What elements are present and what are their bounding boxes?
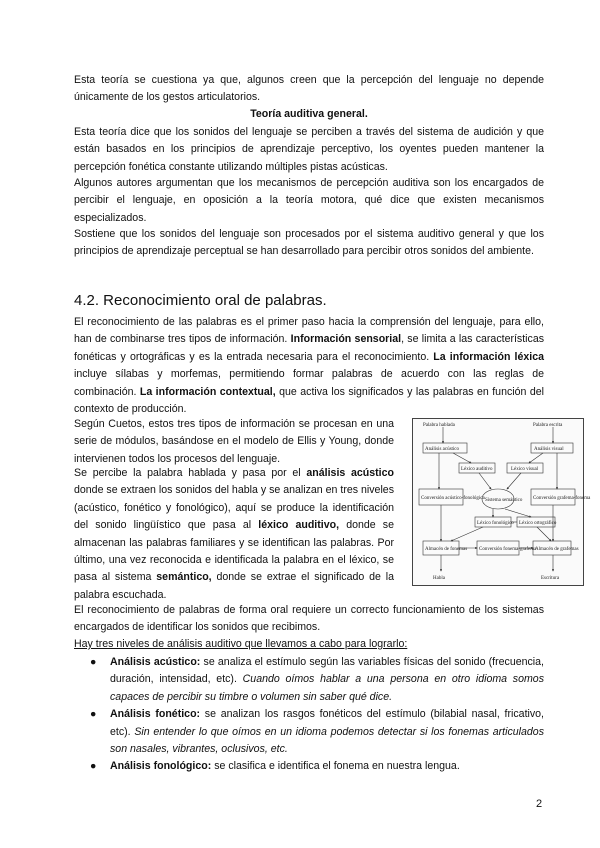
item-title: Análisis fonológico: xyxy=(110,760,212,773)
item-example: Sin entender lo que oímos en un idioma podemos detectar si los fonemas articulados son nasales, vibrantes, oclusivos, etc. xyxy=(110,725,544,756)
intro-paragraph-1: Esta teoría se cuestiona ya que, algunos creen que la percepción del lenguaje no depende únicamente de los gestos articulatorios. xyxy=(74,74,544,104)
text-span: El reconocimiento de las palabras es el primer paso hacia la comprensión del lenguaje, para ello, han de combinarse tres tipos de información. xyxy=(74,316,544,346)
item-text: se clasifica e identifica el fonema en nuestra lengua. xyxy=(214,760,460,773)
section-paragraph-3 xyxy=(74,465,394,604)
label-semantic: Sistema semántico xyxy=(485,498,523,503)
list-item xyxy=(74,758,544,775)
bold-term: análisis acústico xyxy=(306,467,394,479)
text-span: que activa los significados y las palabras en función del contexto de producción. xyxy=(74,385,544,416)
bullet-icon: ● xyxy=(90,656,97,668)
label-graph-buffer: Almacén de grafemas xyxy=(535,547,579,552)
label-conv-graph: Conversión grafema-fonema xyxy=(533,496,591,501)
label-phon-lexicon: Léxico fonológico xyxy=(477,521,514,526)
text-span: , se limita a las características fonéticas y ortográficas y es la entrada necesaria para el reconocimiento. xyxy=(74,333,545,363)
section-heading: 4.2. Reconocimiento oral de palabras. xyxy=(74,292,327,309)
label-vis-lexicon: Léxico visual xyxy=(511,467,539,472)
item-title: Análisis acústico: xyxy=(110,656,201,668)
label-input-spoken: Palabra hablada xyxy=(423,423,455,428)
label-graph-lexicon: Léxico ortográfico xyxy=(519,521,557,526)
text-span: Se percibe la palabra hablada y pasa por el xyxy=(74,467,301,479)
item-example: Cuando oímos hablar a una persona en otro idioma somos capaces de percibir su timbre o volumen sin saber qué dice. xyxy=(110,673,544,703)
bold-term: La información léxica xyxy=(433,350,544,363)
intro-paragraph-4: Sostiene que los sonidos del lenguaje son procesados por el sistema auditivo general y que los principios de aprendizaje perceptual se han desarrollado para percibir otros sonidos del ambiente. xyxy=(74,228,544,258)
subheading-auditory-theory: Teoría auditiva general. xyxy=(250,108,368,120)
list-intro: Hay tres niveles de análisis auditivo que llevamos a cabo para lograrlo: xyxy=(74,638,408,650)
bold-term: semántico, xyxy=(156,571,212,584)
item-title: Análisis fonético: xyxy=(110,708,201,721)
ellis-young-diagram xyxy=(412,418,591,586)
label-phon-buffer: Almacén de fonemas xyxy=(425,547,468,552)
label-speech: Habla xyxy=(433,576,445,581)
label-visual: Análisis visual xyxy=(534,447,564,452)
item-text: se analizan los rasgos fonéticos del estímulo (bilabial nasal, fricativo, etc). xyxy=(110,708,545,738)
label-acoustic: Análisis acústico xyxy=(425,447,460,452)
text-span: donde se extrae el significado de la palabra escuchada. xyxy=(74,571,394,601)
page-number: 2 xyxy=(536,798,543,810)
list-item xyxy=(74,654,544,706)
item-text: se analiza el estímulo según las variables físicas del sonido (frecuencia, duración, intensidad, etc). xyxy=(110,656,544,686)
diagram-svg xyxy=(413,419,591,585)
intro-paragraph-2: Esta teoría dice que los sonidos del lenguaje se perciben a través del sistema de audición y que están basados en los principios de aprendizaje perceptivo, los oyentes pueden mantener la percepción fonética constante utilizando múltiples pistas acústicas. xyxy=(74,126,544,173)
bold-term: La información contextual, xyxy=(139,385,276,398)
section-paragraph-4: El reconocimiento de palabras de forma oral requiere un correcto funcionamiento de los sistemas encargados de identificar los sonidos que recibimos. xyxy=(74,604,544,634)
list-item xyxy=(74,706,544,758)
bold-term: léxico auditivo, xyxy=(258,519,340,532)
label-aud-lexicon: Léxico auditivo xyxy=(461,467,493,472)
bullet-icon: ● xyxy=(90,708,97,721)
section-paragraph-2: Según Cuetos, estos tres tipos de información se procesan en una serie de módulos, basándose en el modelo de Ellis y Young, donde intervienen todos los procesos del lenguaje. xyxy=(74,418,394,465)
label-writing: Escritura xyxy=(541,576,560,581)
label-conv-ac-phon: Conversión acústico-fonológica xyxy=(421,496,485,501)
label-conv-pg: Conversión fonema-grafema xyxy=(479,547,537,552)
text-span: donde se extraen los sonidos del habla y se analizan en tres niveles (acústico, fonético y fonológico), aquí se produce la identificación del sonido lingüístico que pasa al xyxy=(74,484,394,532)
text-span: incluye sílabas y morfemas, permitiendo formar palabras de acuerdo con las reglas de combinación. xyxy=(74,368,544,398)
bullet-icon: ● xyxy=(90,760,97,773)
bold-term: Información sensorial xyxy=(290,333,402,346)
text-span: donde se almacenan las palabras familiares y se identifican las palabras. Por último, una vez reconocida e identificada la palabra en el léxico, se pasa al sistema xyxy=(74,519,394,584)
analysis-levels-list xyxy=(74,654,544,776)
intro-paragraph-3: Algunos autores argumentan que los mecanismos de percepción auditiva son los encargados de percibir el lenguaje, en oposición a la teoría motora, qué dice que existen mecanismos especializados. xyxy=(74,177,544,224)
label-input-written: Palabra escrita xyxy=(533,423,563,428)
section-paragraph-1 xyxy=(74,314,544,418)
